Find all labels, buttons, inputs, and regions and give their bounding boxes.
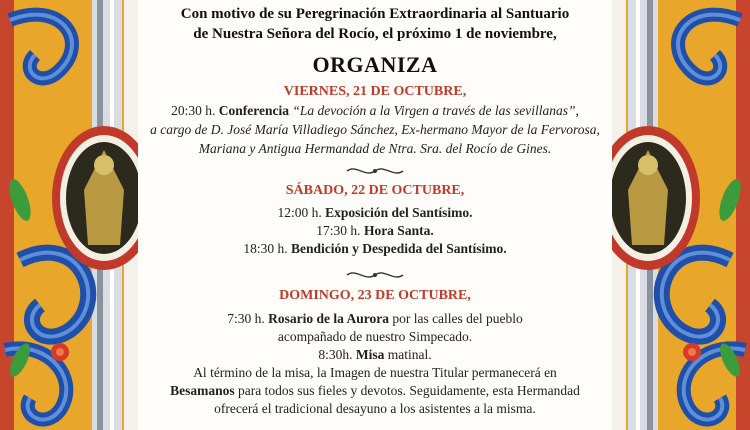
domingo-paragraph-2 bbox=[138, 382, 612, 400]
ornament-divider bbox=[345, 164, 405, 178]
domingo-rosario-event: Rosario de la Aurora bbox=[268, 311, 389, 326]
sabado-item bbox=[138, 222, 612, 240]
domingo-rosario-line-2: acompañado de nuestro Simpecado. bbox=[277, 329, 473, 344]
sabado-time: 18:30 h. bbox=[243, 241, 288, 256]
domingo-paragraph-1: Al término de la misa, la Imagen de nuestra Titular permanecerá en bbox=[193, 365, 557, 380]
domingo-misa-rest: matinal. bbox=[387, 347, 432, 362]
program-panel bbox=[138, 0, 612, 430]
domingo-rosario-rest: por las calles del pueblo bbox=[392, 311, 523, 326]
right-ornamental-border bbox=[612, 0, 750, 430]
domingo-rosario-line bbox=[138, 310, 612, 328]
left-ornamental-border bbox=[0, 0, 138, 430]
viernes-title: “La devoción a la Virgen a través de las sevillanas”, bbox=[292, 103, 579, 118]
sabado-time: 17:30 h. bbox=[316, 223, 361, 238]
sabado-event: Exposición del Santísimo. bbox=[325, 205, 473, 220]
domingo-misa-time: 8:30h. bbox=[318, 347, 353, 362]
viernes-conference-line bbox=[138, 102, 612, 120]
domingo-misa-event: Misa bbox=[355, 347, 385, 362]
sabado-item bbox=[138, 240, 612, 258]
domingo-misa-line bbox=[138, 346, 612, 364]
domingo-besamanos: Besamanos bbox=[170, 383, 235, 398]
sabado-item bbox=[138, 204, 612, 222]
domingo-paragraph-2-rest: para todos sus fieles y devotos. Seguidamente, esta Hermandad bbox=[237, 383, 580, 398]
domingo-heading: DOMINGO, 23 DE OCTUBRE, bbox=[279, 288, 471, 303]
sabado-event: Bendición y Despedida del Santísimo. bbox=[290, 241, 507, 256]
page-title: ORGANIZA bbox=[312, 52, 438, 77]
sabado-event: Hora Santa. bbox=[363, 223, 434, 238]
sabado-time: 12:00 h. bbox=[277, 205, 322, 220]
viernes-heading: VIERNES, 21 DE OCTUBRE, bbox=[283, 84, 467, 99]
domingo-paragraph-3: ofrecerá el tradicional desayuno a los asistentes a la misma. bbox=[214, 401, 536, 416]
viernes-event: Conferencia bbox=[218, 103, 290, 118]
domingo-rosario-time: 7:30 h. bbox=[227, 311, 265, 326]
ornament-divider bbox=[345, 268, 405, 282]
viernes-speaker: a cargo de D. José María Villadiego Sánchez, Ex-hermano Mayor de la Fervorosa, bbox=[150, 122, 600, 137]
intro-line-1: Con motivo de su Peregrinación Extraordinaria al Santuario bbox=[180, 6, 570, 22]
intro-line-2: de Nuestra Señora del Rocío, el próximo 1 de noviembre, bbox=[193, 26, 557, 42]
sabado-heading: SÁBADO, 22 DE OCTUBRE, bbox=[285, 183, 465, 198]
viernes-time: 20:30 h. bbox=[171, 103, 216, 118]
viernes-speaker-2: Mariana y Antigua Hermandad de Ntra. Sra. del Rocío de Gines. bbox=[198, 141, 552, 156]
